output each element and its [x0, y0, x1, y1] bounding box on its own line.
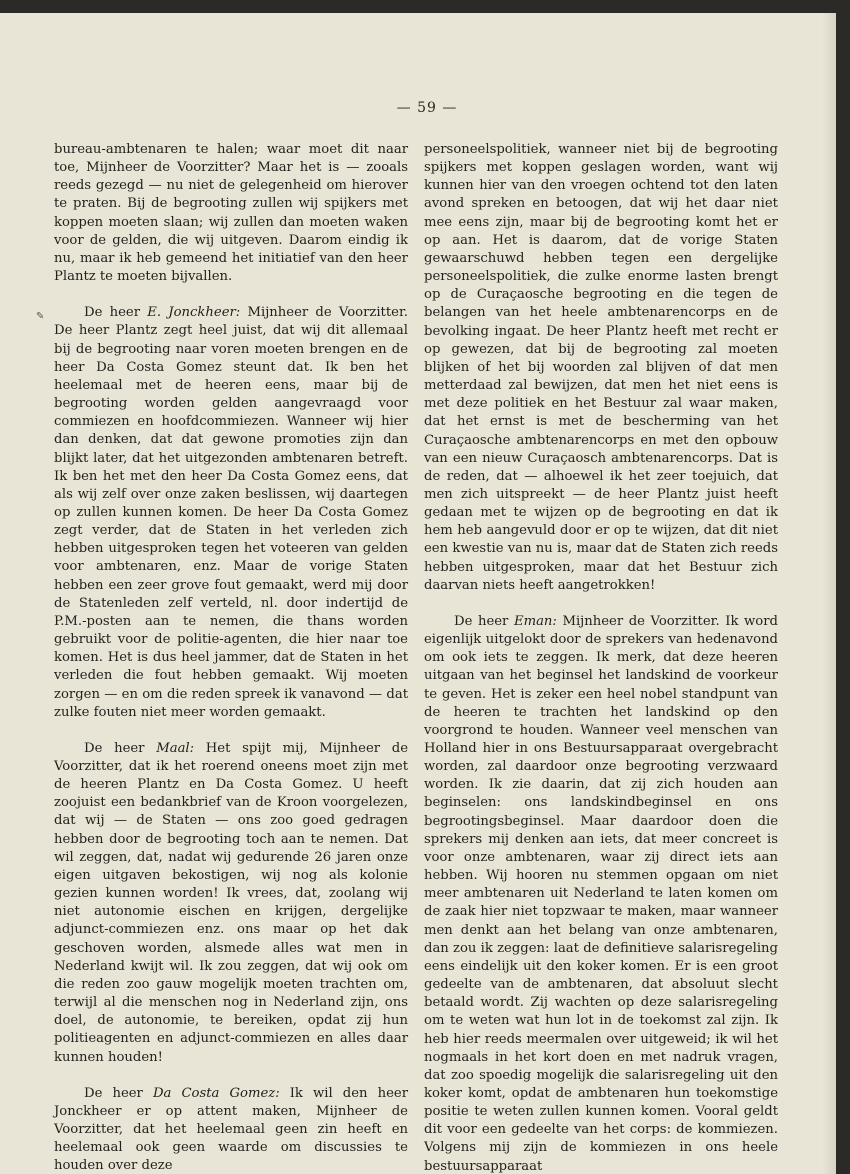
paragraph	[424, 613, 778, 1174]
margin-mark: ✎	[36, 311, 45, 322]
paragraph	[54, 740, 408, 1067]
paragraph-text: Het spijt mij, Mijnheer de Voorzitter, dat ik het roerend oneens moet zijn met de heeren Plantz en Da Costa Gomez. U heeft zoojuist een bedankbrief van de Kroon voorgelezen, dat wij — de Staten — ons zoo goed gedragen hebben door de begrooting toch aan te nemen. Dat wil zeggen, dat, nadat wij gedurende 26 jaren onze eigen uitgaven bekostigen, wij nog als kolonie gezien kunnen worden! Ik vrees, dat, zoolang wij niet autonomie eischen en krijgen, dergelijke adjunct-commiezen enz. ons maar op het dak geschoven worden, alsmede alles wat men in Nederland kwijt wil. Ik zou zeggen, dat wij ook om die reden zoo gauw mogelijk moeten trachten om, terwijl al die menschen nog in Nederland zijn, ons doel, de autonomie, te bereiken, opdat zij hun politieagenten en adjunct-commiezen en alles daar kunnen houden!	[54, 740, 408, 1065]
paragraph	[54, 141, 408, 286]
paragraph-text: De heer	[454, 613, 514, 629]
paragraph	[424, 141, 778, 595]
paragraph	[54, 1085, 408, 1174]
paragraph-text: Mijnheer de Voorzitter. De heer Plantz zegt heel juist, dat wij dit allemaal bij de begrooting naar voren moeten brengen en de heer Da Costa Gomez steunt dat. Ik ben het heelemaal met de heeren eens, maar bij de begrooting worden gelden aangevraagd voor commiezen en hoofdcommiezen. Wanneer wij hier dan denken, dat dat gewone promoties zijn dan blijkt later, dat het uitgezonden ambtenaren betreft. Ik ben het met den heer Da Costa Gomez eens, dat als wij zelf over onze zaken beslissen, wij daartegen op zullen kunnen komen. De heer Da Costa Gomez zegt verder, dat de Staten in het verleden zich hebben uitgesproken tegen het voteeren van gelden voor ambtenaren, enz. Maar de vorige Staten hebben een zeer grove fout gemaakt, werd mij door de Statenleden zelf verteld, nl. door indertijd de P.M.-posten aan te nemen, die thans worden gebruikt voor de politie-agenten, die hier naar toe komen. Het is dus heel jammer, dat de Staten in het verleden die fout hebben gemaakt. Wij moeten zorgen — en om die reden spreek ik vanavond — dat zulke fouten niet meer worden gemaakt.	[54, 305, 408, 720]
paragraph-text: bureau-ambtenaren te halen; waar moet dit naar toe, Mijnheer de Voorzitter? Maar het is — zooals reeds gezegd — nu niet de gelegenheid om hierover te praten. Bij de begrooting zullen wij spijkers met koppen moeten slaan; wij zullen dan moeten waken voor de gelden, die wij uitgeven. Daarom eindig ik nu, maar ik heb gemeend het initiatief van den heer Plantz te moeten bijvallen.	[54, 142, 408, 285]
speaker-name: Eman:	[513, 613, 557, 629]
speaker-name: Da Costa Gomez:	[152, 1085, 280, 1101]
page-number: — 59 —	[396, 100, 458, 116]
paragraph	[54, 304, 408, 722]
paragraph-text: De heer	[84, 1085, 153, 1101]
speaker-name: Maal:	[156, 740, 195, 756]
right-column	[424, 141, 778, 1174]
paragraph-text: Mijnheer de Voorzitter. Ik word eigenlijk uitgelokt door de sprekers van hedenavond om ook iets te zeggen. Ik merk, dat deze heeren uitgaan van het beginsel het landskind de voorkeur te geven. Het is zeker een heel nobel standpunt van de heeren te trachten het landskind op den voorgrond te houden. Wanneer veel menschen van Holland hier in ons Bestuursapparaat overgebracht worden, zal daardoor onze begrooting verzwaard worden. Ik zie daarin, dat zij zich houden aan beginselen: ons landskindbeginsel en ons begrootingsbeginsel. Maar daardoor doen die sprekers mij denken aan iets, dat meer concreet is voor onze ambtenaren, waar zij direct iets aan hebben. Wij hooren nu stemmen opgaan om niet meer ambtenaren uit Nederland te laten komen om de zaak hier niet topzwaar te maken, maar wanneer men denkt aan het belang van onze ambtenaren, dan zou ik zeggen: laat de definitieve salarisregeling eens eindelijk uit den koker komen. Er is een groot gedeelte van de ambtenaren, dat absoluut slecht betaald wordt. Zij wachten op deze salarisregeling om te weten wat hun lot in de toekomst zal zijn. Ik heb hier reeds meermalen over uitgeweid; ik wil het nogmaals in het kort doen en met nadruk vragen, dat zoo spoedig mogelijk die salarisregeling uit den koker komt, opdat de ambtenaren hun toekomstige positie te weten zullen kunnen komen. Vooral geldt dit voor een gedeelte van het corps: de kommiezen. Volgens mij zijn de kommiezen in ons heele bestuursapparaat	[424, 613, 778, 1174]
paragraph-text: De heer	[84, 305, 148, 321]
left-column	[54, 141, 408, 1174]
paragraph-text: De heer	[84, 740, 157, 756]
document-page	[0, 13, 836, 1174]
paragraph-text: personeelspolitiek, wanneer niet bij de begrooting spijkers met koppen geslagen worden, want wij kunnen hier van den vroegen ochtend tot den laten avond spreken en betoogen, dat wij het daar niet mee eens zijn, maar bij de begrooting komt het er op aan. Het is daarom, dat de vorige Staten gewaarschuwd hebben tegen een dergelijke personeelspolitiek, die zulke enorme lasten brengt op de Curaçaosche begrooting en die tegen de belangen van het heele ambtenarencorps en de bevolking ingaat. De heer Plantz heeft met recht er op gewezen, dat bij de begrooting zal moeten blijken of het bij woorden zal blijven of dat men metterdaad zal bewijzen, dat men het niet eens is met deze politiek en het Bestuur zal waar maken, dat het ernst is met de bescherming van het Curaçaosche ambtenarencorps en met den opbouw van een nieuw Curaçaosch ambtenarencorps. Dat is de reden, dat — alhoewel ik het zeer toejuich, dat men zich uitspreekt — de heer Plantz juist heeft gedaan met te wijzen op de begrooting en dat ik hem heb aangevuld door er op te wijzen, dat dit niet een kwestie van nu is, maar dat de Staten zich reeds hebben uitgesproken, maar dat het Bestuur zich daarvan niets heeft aangetrokken!	[424, 142, 778, 593]
speaker-name: E. Jonckheer:	[147, 305, 241, 321]
paragraph-text: Ik wil den heer Jonckheer er op attent maken, Mijnheer de Voorzitter, dat het heelemaal geen zin heeft en heelemaal ook geen waarde om discussies te houden over deze	[54, 1085, 409, 1174]
